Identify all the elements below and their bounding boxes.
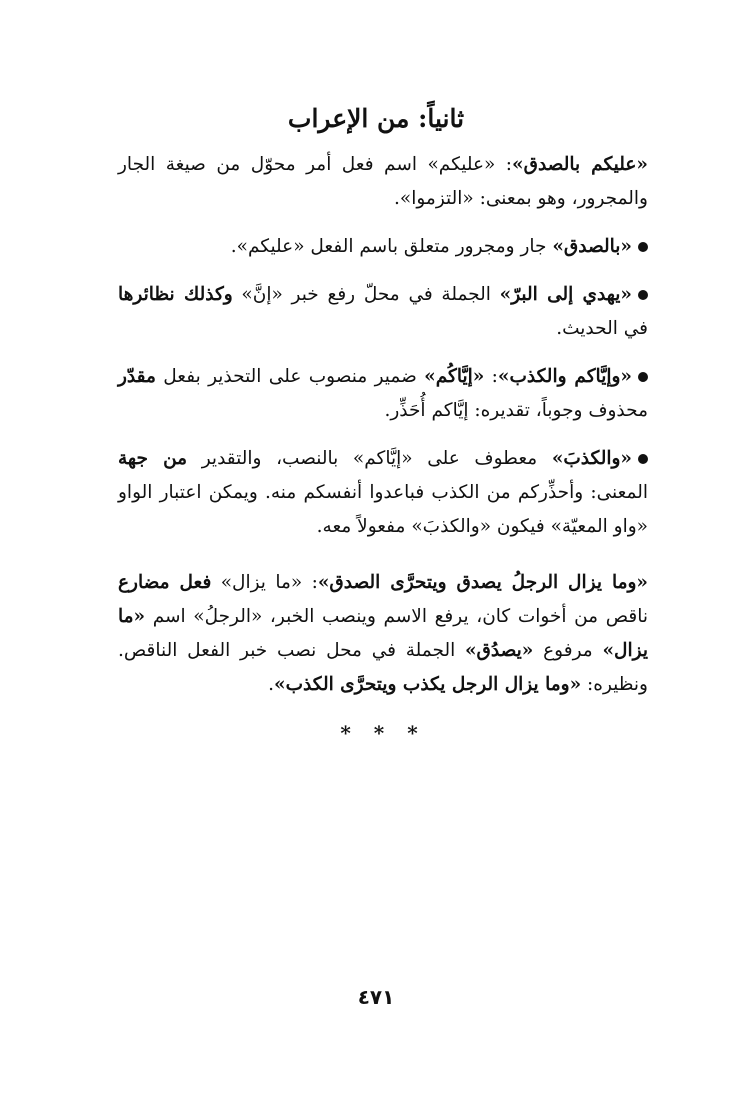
text: المعنى: وأحذِّركم من الكذب فباعدوا أنفسكم منه. ويمكن اعتبار الواو «واو المعيّة» فيكون «والكذبَ» مفعولاً معه.	[118, 482, 648, 537]
term: «يهدي إلى البرّ»	[499, 284, 632, 305]
text: ناقص من أخوات كان، يرفع الاسم وينصب الخبر، «الرجلُ» اسم	[145, 606, 648, 627]
text: ضمير منصوب على التحذير بفعل	[155, 366, 425, 387]
term: «إيَّاكُم»	[424, 366, 485, 387]
section-divider-stars: * * *	[340, 721, 426, 745]
page-number: ٤٧١	[357, 985, 395, 1009]
text: جار ومجرور متعلق باسم الفعل «عليكم».	[230, 236, 553, 257]
bullet-yahdi	[118, 278, 648, 346]
text: :	[484, 366, 498, 387]
term: «وما يزال الرجل يكذب ويتحرَّى الكذب»	[274, 674, 582, 695]
text: مرفوع	[533, 640, 603, 661]
bullet-walkadhib	[118, 442, 648, 544]
bullet-icon	[638, 290, 648, 300]
paragraph-alaykum	[118, 148, 648, 216]
text: في الحديث.	[556, 318, 648, 339]
text: محذوف وجوباً، تقديره: إيَّاكم أُحَذِّر.	[384, 400, 648, 421]
term: «والكذبَ»	[551, 448, 632, 469]
term-alaykum: «عليكم بالصدق»	[512, 154, 648, 175]
text: .	[268, 674, 275, 695]
bullet-bissidq	[118, 230, 648, 264]
section-title: ثانياً: من الإعراب	[287, 104, 465, 133]
page-body	[118, 148, 648, 750]
term: «وإيَّاكم والكذب»	[497, 366, 632, 387]
paragraph-ma-yazal	[118, 566, 648, 702]
text: : «عليكم» اسم فعل أمر محوّل من صيغة الجار والمجرور، وهو بمعنى: «التزموا».	[118, 154, 648, 209]
bullet-iyyakum	[118, 360, 648, 428]
term: «ما يزال»	[118, 606, 648, 661]
term: «وما يزال الرجلُ يصدق ويتحرَّى الصدق»	[317, 572, 648, 593]
bullet-icon	[638, 242, 648, 252]
term: «بالصدق»	[552, 236, 632, 257]
text: الجملة في محل نصب خبر الفعل الناقص. ونظيره:	[118, 640, 648, 695]
term: «يصدُق»	[464, 640, 534, 661]
text: معطوف على «إيَّاكم» بالنصب، والتقدير	[187, 448, 552, 469]
term: وكذلك نظائرها	[118, 284, 233, 305]
term: مقدّر	[118, 366, 156, 387]
text: : «ما يزال»	[211, 572, 318, 593]
term: فعل مضارع	[118, 572, 212, 593]
bullet-icon	[638, 372, 648, 382]
text: الجملة في محلّ رفع خبر «إنَّ»	[232, 284, 500, 305]
term: من جهة	[118, 448, 188, 469]
bullet-icon	[638, 454, 648, 464]
